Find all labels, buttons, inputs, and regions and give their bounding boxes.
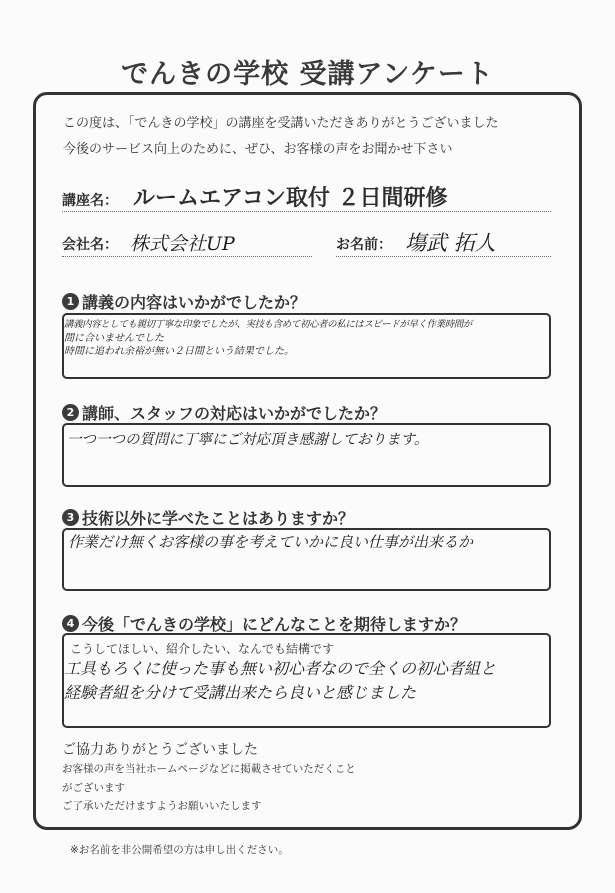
form-title: でんきの学校 受講アンケート	[121, 59, 494, 90]
question-4-number: 4	[62, 615, 79, 632]
question-3-answer-line-1: 作業だけ無くお客様の事を考えていかに良い仕事が出来るか	[68, 533, 474, 551]
intro-line-2: 今後のサービス向上のために、ぜひ、お客様の声をお聞かせ下さい	[63, 142, 453, 157]
question-2-answer-line-1: 一つ一つの質問に丁寧にご対応頂き感謝しております。	[67, 432, 429, 448]
question-1-label: 講義の内容はいかがでしたか？	[82, 293, 307, 312]
question-3-label: 技術以外に学べたことはありますか？	[82, 509, 355, 528]
question-2-number: 2	[62, 404, 79, 421]
question-1-answer-line-2: 間に合いませんでした	[64, 333, 164, 344]
footnote: ※お名前を非公開希望の方は申し出ください。	[70, 844, 289, 856]
course-underline	[62, 211, 551, 212]
question-3-heading	[62, 506, 354, 529]
company-label: 会社名：	[62, 237, 118, 253]
publish-note-line-2: がございます	[62, 782, 125, 794]
course-name: ルームエアコン取付 ２日間研修	[133, 186, 448, 211]
thanks-message: ご協力ありがとうございました	[62, 742, 258, 758]
name-label: お名前：	[336, 237, 392, 253]
question-1-answer-line-3: 時間に追われ余裕が無い２日間という結果でした。	[64, 346, 294, 357]
company-underline	[62, 256, 312, 257]
question-4-hint: こうしてほしい、紹介したい、なんでも結構です	[70, 642, 335, 656]
question-4-label: 今後「でんきの学校」にどんなことを期待しますか？	[82, 615, 467, 634]
question-2-heading	[62, 401, 386, 424]
question-4-answer-line-1: 工具もろくに使った事も無い初心者なので全くの初心者組と	[64, 659, 497, 678]
question-1-heading	[62, 290, 306, 313]
question-2-label: 講師、スタッフの対応はいかがでしたか？	[82, 404, 387, 423]
question-1-number: 1	[62, 293, 79, 310]
question-3-number: 3	[62, 509, 79, 526]
question-1-answer-line-1: 講義内容としても親切丁寧な印象でしたが、実技も含めて初心者の私にはスピードが早く作業時間が	[64, 319, 473, 330]
name-underline	[336, 256, 551, 257]
course-label: 講座名：	[62, 193, 118, 209]
company-value: 株式会社UP	[130, 233, 235, 255]
intro-line-1: この度は、「でんきの学校」の講座を受講いただきありがとうございました	[63, 116, 499, 131]
question-4-answer-line-2: 経験者組を分けて受講出来たら良いと感じました	[64, 683, 417, 702]
publish-note-line-3: ご了承いただけますようお願いいたします	[62, 800, 262, 812]
name-value: 塲武 拓人	[405, 231, 496, 255]
publish-note-line-1: お客様の声を当社ホームページなどに掲載させていただくこと	[62, 763, 356, 775]
question-4-heading	[62, 612, 466, 635]
